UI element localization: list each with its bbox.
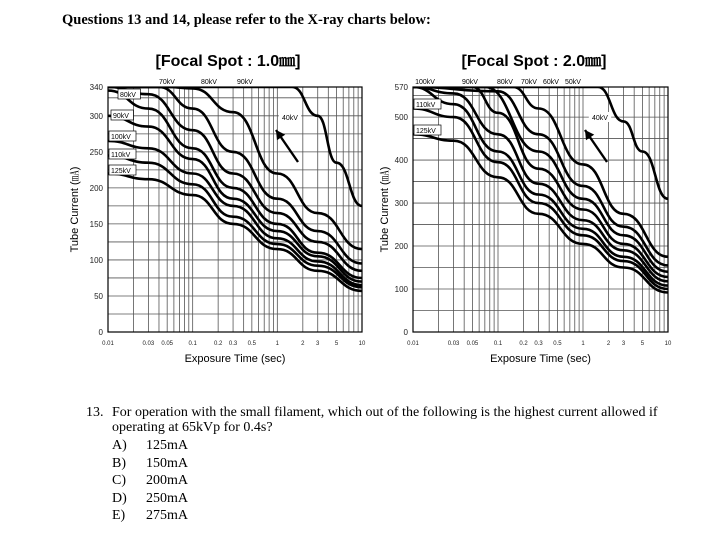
x-tick-label: 0.01 — [407, 341, 419, 347]
option-a[interactable] — [112, 437, 672, 455]
y-tick-label: 570 — [394, 83, 408, 92]
series-label-110kV: 110kV — [111, 152, 131, 159]
series-label-60kV: 60kV — [543, 79, 559, 86]
x-tick-label: 10 — [664, 341, 672, 347]
series-label-90kV: 90kV — [113, 113, 129, 120]
series-label-110kV: 110kV — [416, 102, 436, 109]
chart-title: [Focal Spot : 2.0㎜] — [461, 53, 607, 70]
option-text: 275mA — [146, 508, 188, 523]
series-label-90kV: 90kV — [237, 79, 253, 86]
y-tick-label: 500 — [394, 113, 408, 123]
y-tick-label: 50 — [94, 291, 103, 301]
series-group — [413, 87, 668, 293]
grid — [413, 87, 668, 332]
series-label-80kV: 80kV — [120, 92, 136, 99]
y-tick-label: 150 — [89, 219, 103, 229]
x-tick-label: 2 — [606, 341, 611, 347]
y-tick-label: 100 — [394, 285, 408, 295]
option-c[interactable] — [112, 472, 672, 490]
y-tick-label: 0 — [98, 328, 103, 337]
series-label-100kV: 100kV — [111, 134, 131, 141]
chart-title: [Focal Spot : 1.0㎜] — [155, 53, 301, 70]
series-line-50kV — [413, 87, 668, 257]
x-tick-label: 0.5 — [247, 341, 257, 347]
plot-frame — [413, 87, 668, 332]
x-tick-label: 1 — [581, 341, 585, 347]
x-tick-label: 10 — [358, 341, 366, 347]
page-heading: Questions 13 and 14, please refer to the X-ray charts below: — [62, 12, 431, 28]
x-tick-label: 1 — [275, 341, 280, 347]
option-text: 150mA — [146, 455, 188, 471]
x-tick-label: 0.5 — [553, 341, 562, 347]
y-tick-label: 300 — [394, 199, 408, 209]
series-label-100kV: 100kV — [415, 79, 435, 86]
series-label-125kV: 125kV — [416, 128, 436, 135]
x-axis-label: Exposure Time (sec) — [490, 353, 591, 365]
series-line-80kV — [413, 87, 668, 277]
option-letter: C) — [112, 473, 126, 488]
question-text: For operation with the small filament, which out of the following is the highest current allowed if operating at 65kVp for 0.4s? — [112, 405, 658, 435]
option-d[interactable] — [112, 490, 672, 508]
x-tick-label: 0.1 — [188, 341, 197, 347]
option-letter: A) — [112, 438, 127, 453]
series-label-70kV: 70kV — [521, 79, 537, 86]
y-axis-label: Tube Current (㎃) — [379, 166, 391, 253]
y-tick-label: 200 — [89, 183, 103, 193]
option-text: 250mA — [146, 490, 188, 506]
option-b[interactable] — [112, 455, 672, 473]
x-axis-label: Exposure Time (sec) — [184, 353, 286, 365]
x-tick-label: 0.05 — [466, 341, 479, 347]
series-label-125kV: 125kV — [111, 168, 131, 175]
series-line-60kV — [413, 87, 668, 265]
x-tick-label: 0.1 — [493, 341, 503, 347]
y-tick-label: 340 — [89, 83, 103, 92]
question-number: 13. — [86, 405, 104, 420]
y-tick-label: 400 — [394, 156, 408, 166]
series-label-50kV: 50kV — [565, 79, 581, 86]
x-tick-label: 0.3 — [228, 341, 238, 347]
question-13 — [86, 405, 672, 525]
series-label-90kV: 90kV — [462, 79, 478, 86]
option-letter: E) — [112, 508, 126, 523]
x-tick-label: 0.3 — [534, 341, 543, 347]
y-tick-label: 300 — [89, 111, 103, 121]
x-tick-label: 3 — [621, 341, 626, 347]
series-line-125kV — [413, 134, 668, 292]
series-label-80kV: 80kV — [497, 79, 513, 86]
x-tick-label: 3 — [316, 341, 320, 347]
x-tick-label: 0.2 — [519, 341, 528, 347]
series-label-80kV: 80kV — [201, 79, 217, 86]
x-tick-label: 5 — [640, 341, 645, 347]
y-tick-label: 250 — [89, 147, 103, 157]
series-label-40kV: 40kV — [282, 115, 298, 122]
y-tick-label: 100 — [89, 255, 103, 265]
option-letter: B) — [112, 455, 126, 471]
series-label-70kV: 70kV — [159, 79, 175, 86]
answer-options — [112, 437, 672, 525]
x-tick-label: 0.03 — [447, 341, 460, 347]
x-tick-label: 0.01 — [102, 341, 114, 347]
option-e[interactable] — [112, 507, 672, 525]
x-tick-label: 2 — [301, 341, 305, 347]
option-letter: D) — [112, 490, 127, 506]
x-tick-label: 0.2 — [213, 341, 223, 347]
series-label-40kV: 40kV — [592, 115, 608, 122]
x-tick-label: 5 — [334, 341, 339, 347]
y-axis-label: Tube Current (㎃) — [69, 166, 81, 253]
y-tick-label: 0 — [403, 328, 408, 337]
y-tick-label: 200 — [394, 242, 408, 252]
option-text: 125mA — [146, 438, 188, 453]
x-tick-label: 0.05 — [161, 341, 174, 347]
option-text: 200mA — [146, 473, 188, 488]
x-tick-label: 0.03 — [142, 341, 155, 347]
